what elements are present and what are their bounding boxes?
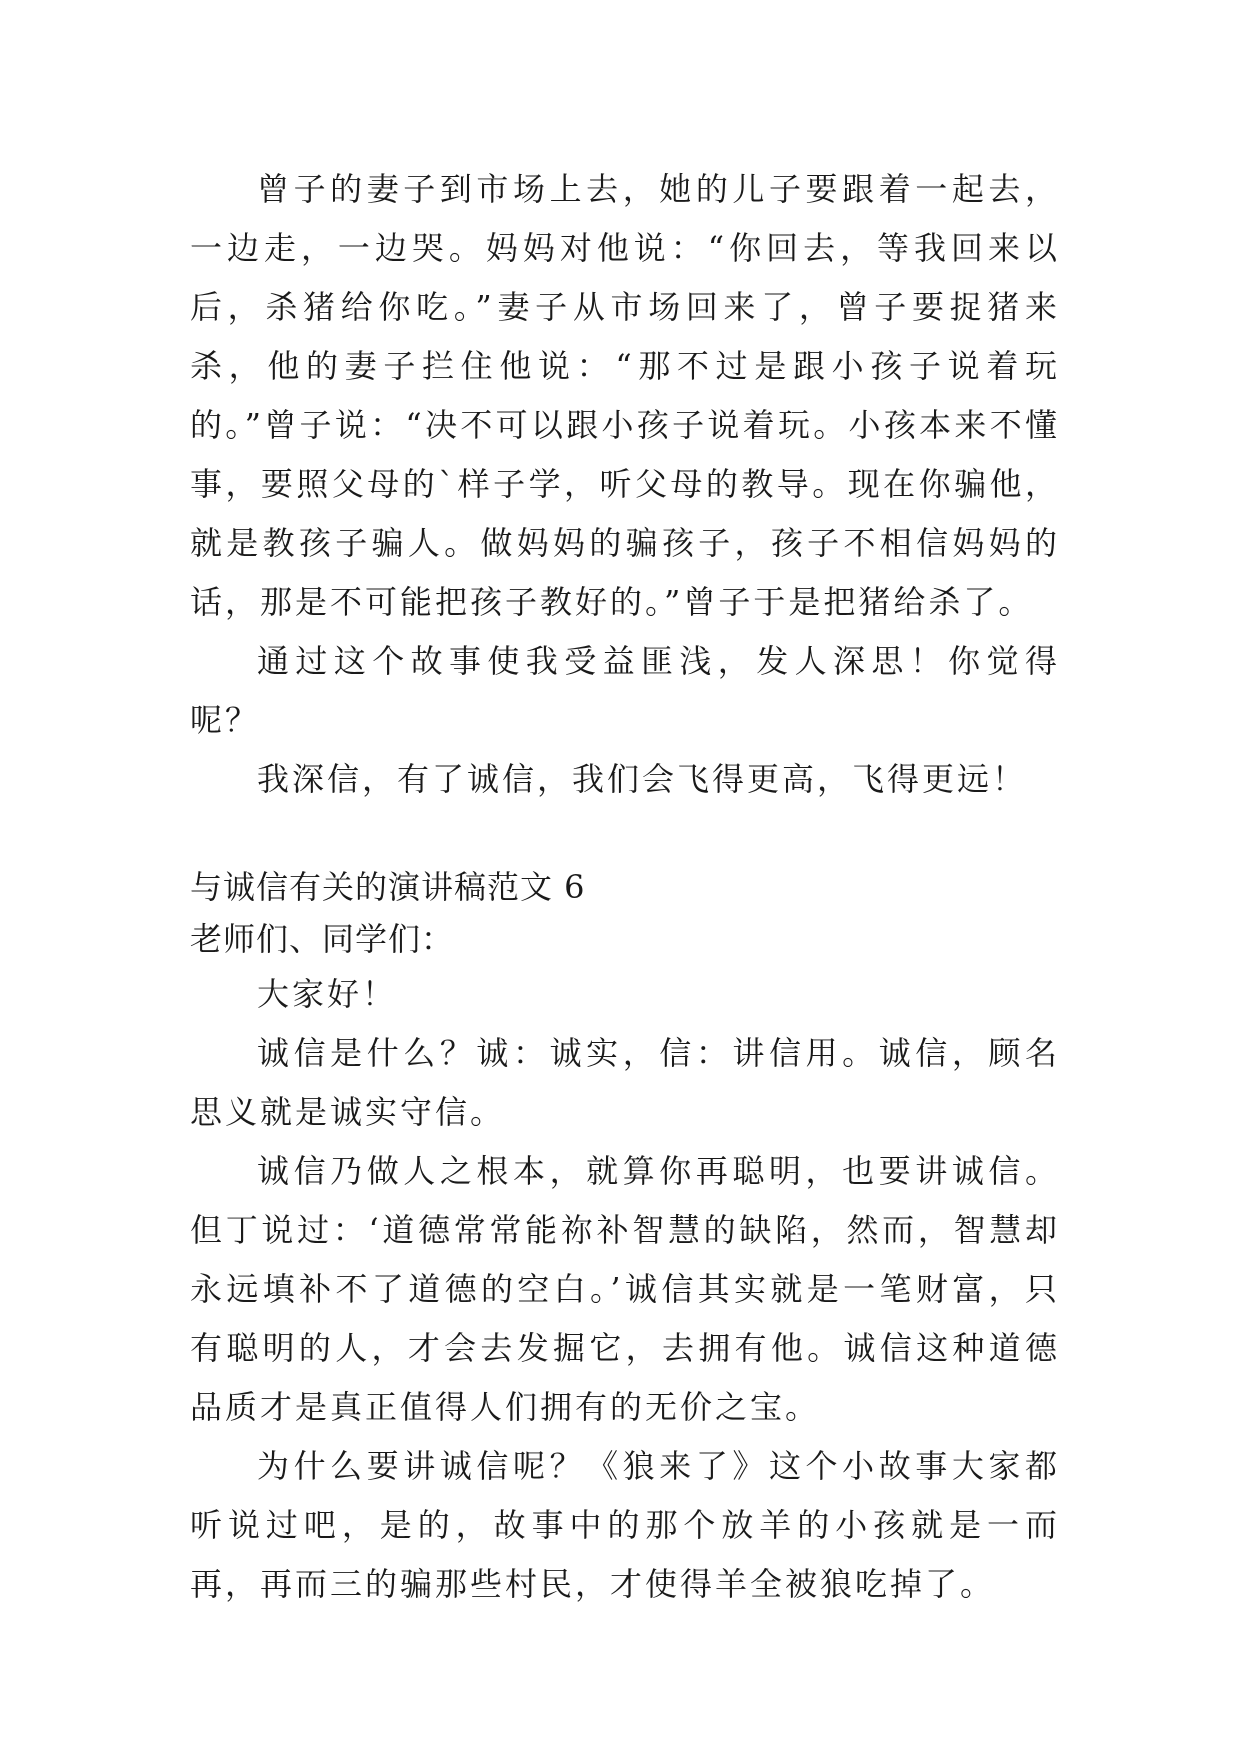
conclusion-paragraph: 我深信，有了诚信，我们会飞得更高，飞得更远！ [257, 760, 1028, 798]
salutation-line: 老师们、同学们： [190, 920, 455, 958]
story-paragraph: 曾子的妻子到市场上去，她的儿子要跟着一起去，一边走，一边哭。妈妈对他说：“你回去，等我回来以后，杀猪给你吃。”妻子从市场回来了，曾子要捉猪来杀，他的妻子拦住他说：“那不过是跟小孩子说着玩的。”曾子说：“决不可以跟小孩子说着玩。小孩本来不懂事，要照父母的`样子学，听父母的教导。现在你骗他，就是教孩子骗人。做妈妈的骗孩子，孩子不相信妈妈的话，那是不可能把孩子教好的。”曾子于是把猪给杀了。 [190, 170, 1060, 621]
section-heading: 与诚信有关的演讲稿范文 6 [190, 868, 586, 906]
document-body [190, 160, 1060, 1614]
greeting-paragraph: 大家好！ [257, 975, 398, 1013]
dante-quote-paragraph: 诚信乃做人之根本，就算你再聪明，也要讲诚信。但丁说过：‘道德常常能祢补智慧的缺陷，然而，智慧却永远填补不了道德的空白。’诚信其实就是一笔财富，只有聪明的人，才会去发掘它，去拥有他。诚信这种道德品质才是真正值得人们拥有的无价之宝。 [190, 1152, 1060, 1426]
definition-paragraph: 诚信是什么？诚：诚实，信：讲信用。诚信，顾名思义就是诚实守信。 [190, 1034, 1060, 1131]
section-spacer [190, 809, 1060, 861]
wolf-story-paragraph: 为什么要讲诚信呢？《狼来了》这个小故事大家都听说过吧，是的，故事中的那个放羊的小孩就是一而再，再而三的骗那些村民，才使得羊全被狼吃掉了。 [190, 1447, 1060, 1603]
reflection-paragraph: 通过这个故事使我受益匪浅，发人深思！你觉得呢？ [190, 642, 1060, 739]
